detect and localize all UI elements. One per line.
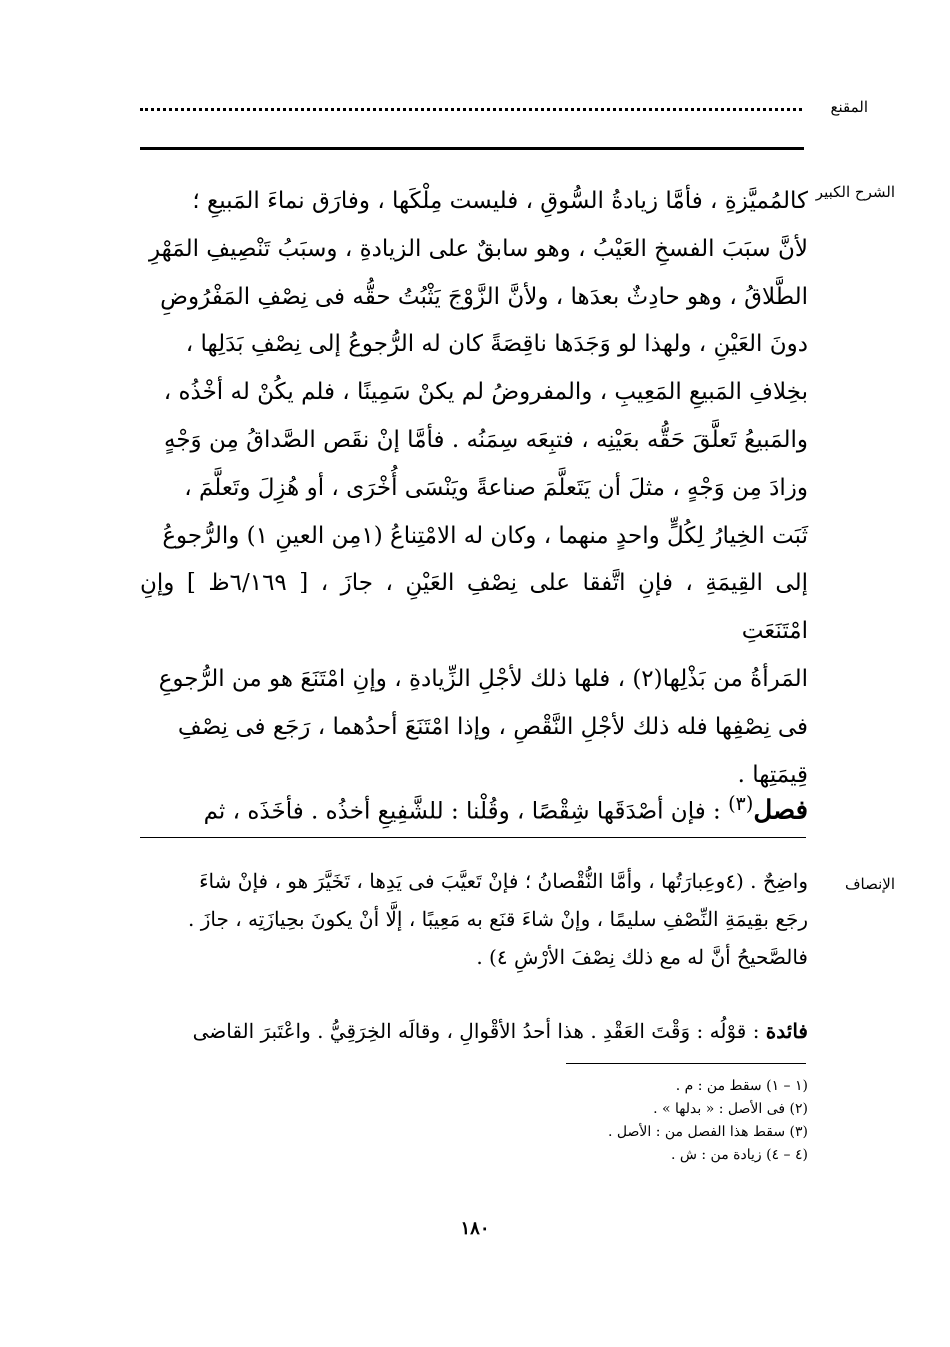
footnotes-block <box>408 1075 808 1167</box>
footnote-marker: (٣) <box>728 792 754 815</box>
text-line: والمَبيعُ تَعلَّقَ حَقُّه بعَيْنِه ، فتبِعَه سِمَنُه . فأمَّا إنْ نقَص الصَّداقُ مِن وَجْهٍ <box>164 426 808 453</box>
insaf-text-block <box>140 862 808 976</box>
footnote-rule <box>566 1063 806 1064</box>
faida-heading-word: فائدة <box>765 1019 808 1043</box>
running-header-title: المقنع <box>830 98 868 116</box>
footnote: (٢) فى الأصل : « بدلها » . <box>653 1101 808 1117</box>
faida-text: : قوْلُه : وَقْتَ العَقْدِ . هذا أحدُ الأقْوالِ ، وقالَه الخِرَقِيُّ . واعْتَبرَ القاضى <box>192 1019 766 1043</box>
text-line: وزادَ مِن وَجْهٍ ، مثلَ أن يَتَعلَّمَ صناعةً ويَنْسَى أُخْرَى ، أو هُزِلَ وتَعلَّمَ ، <box>184 474 808 501</box>
page-number: ١٨٠ <box>460 1218 490 1239</box>
text-line: فى نِصْفِها فله ذلك لأجْلِ النَّقْصِ ، وإذا امْتَنَعَ أحدُهما ، رَجَع فى نِصْفِ <box>177 713 808 740</box>
text-line: فالصَّحيحُ أنَّ له مع ذلك نِصْفَ الأرْشِ ٤) . <box>476 945 808 969</box>
text-line: بخِلافِ المَبيعِ المَعِيبِ ، والمفروضُ لم يكنْ سَمِينًا ، فلم يكُنْ له أخْذُه ، <box>163 379 808 406</box>
text-line: الطَّلاقُ ، وهو حادِثٌ بعدَها ، ولأنَّ الزَّوْجَ يَثْبُتُ حقُّه فى نِصْفِ المَفْرُوضِ <box>160 283 808 310</box>
text-line: كالمُميَّزةِ ، فأمَّا زيادةُ السُّوقِ ، فليست مِلْكَها ، وفارَق نماءَ المَبيعِ ؛ <box>192 188 808 214</box>
faida-line <box>140 1012 808 1050</box>
footnote: (٣) سقط هذا الفصل من : الأصل . <box>607 1124 808 1140</box>
footnote: (١ – ١) سقط من : م . <box>675 1078 808 1094</box>
text-line: لأنَّ سبَبَ الفسخِ العَيْبُ ، وهو سابقٌ على الزيادةِ ، وسبَبُ تَنْصِيفِ المَهْرِ <box>148 235 808 262</box>
header-rule <box>140 147 804 150</box>
text-line: دونَ العَيْنِ ، ولهذا لو وَجَدَها ناقِصَةً كان له الرُّجوعُ إلى نِصْفِ بَدَلِها ، <box>185 331 808 358</box>
header-dotted-line <box>140 108 802 111</box>
fasl-text: : فإن أصْدَقَها شِقْصًا ، وقُلْنا : للشَّفِيعِ أخذُه . فأخَذَه ، ثم <box>203 798 729 825</box>
text-line: إلى القِيمَةِ ، فإنِ اتَّفقا على نِصْفِ العَيْنِ ، جازَ ، [ ٦/١٦٩ظ ] وإنِ امْتَنَعَتِ <box>140 570 808 645</box>
fasl-heading-word: فصل <box>753 795 808 826</box>
sharh-text-block <box>140 178 808 799</box>
section-label-insaf: الإنصاف <box>844 875 895 893</box>
section-label-sharh: الشرح الكبير <box>815 183 895 201</box>
fasl-heading-line <box>140 780 808 836</box>
text-line: واضِحٌ . (٤وعِبارَتُها ، وأمَّا النُّقْصانُ ؛ فإنْ تَعيَّبَ فى يَدِها ، تَخَيَّرَ هو ، فإنْ شاءَ <box>199 869 808 893</box>
text-line: قِيمَتِها . <box>737 761 808 788</box>
text-line: رجَع بقِيمَةِ النِّصْفِ سليمًا ، وإنْ شاءَ قنَع به مَعِيبًا ، إلَّا أنْ يكونَ بحِيازَتِه ، جازَ . <box>188 907 808 931</box>
section-divider <box>140 837 806 838</box>
footnote: (٤ – ٤) زيادة من : ش . <box>670 1147 808 1163</box>
text-line: المَرأةُ من بَذْلِها(٢) ، فلها ذلك لأجْلِ الزِّيادةِ ، وإنِ امْتَنَعَ هو من الرُّجوعِ <box>158 665 808 692</box>
text-line: ثَبَت الخِيارُ لِكُلٍّ واحدٍ منهما ، وكان له الامْتِناعُ (١مِن العينِ ١) والرُّجوعُ <box>162 522 808 549</box>
